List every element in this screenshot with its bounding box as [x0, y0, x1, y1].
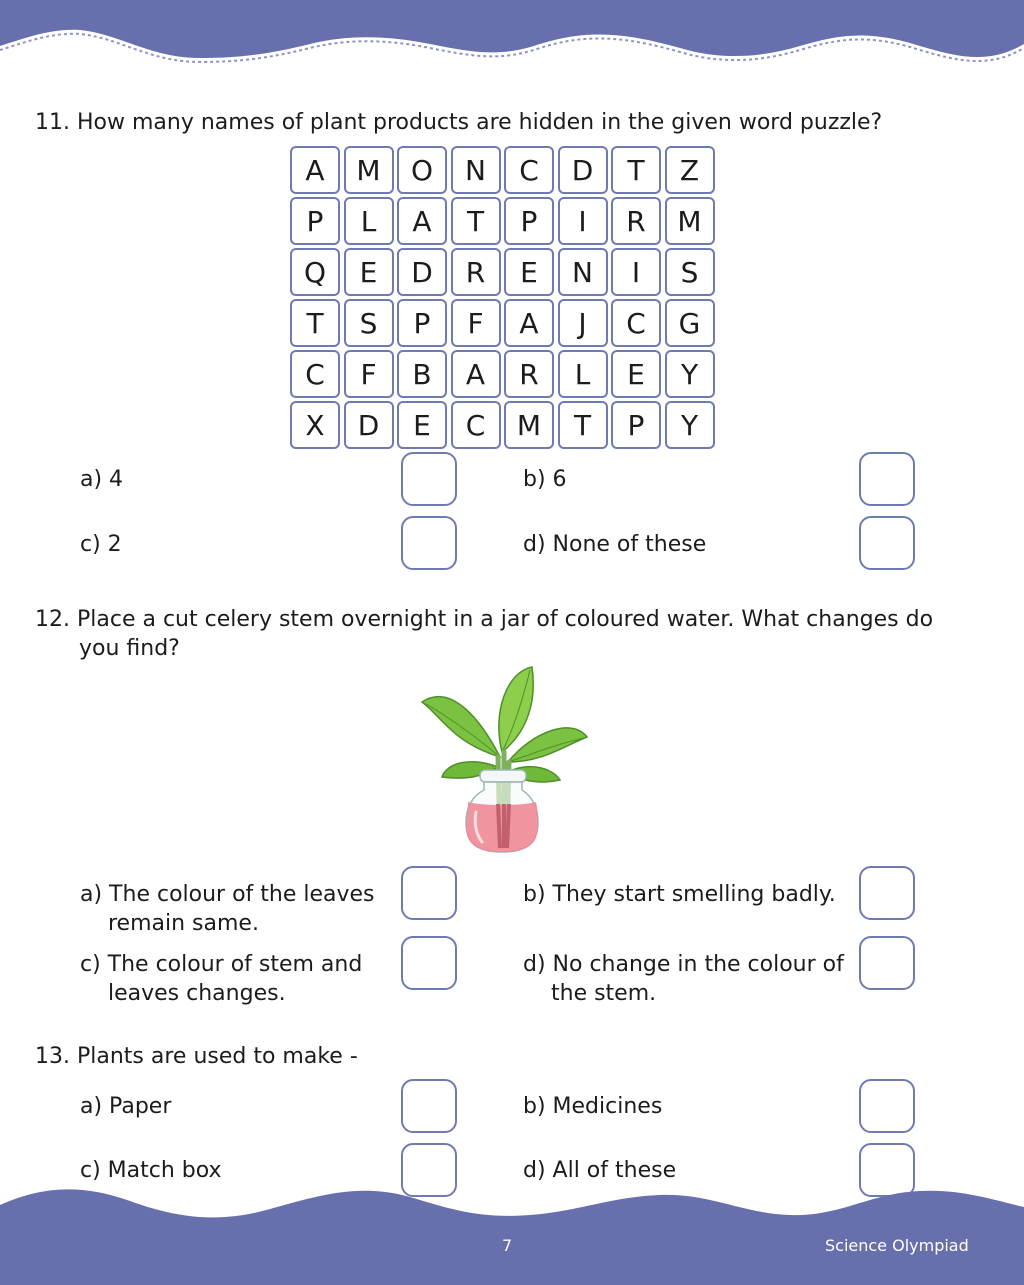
puzzle-cell: D [344, 401, 394, 449]
q11-answer-box-c[interactable] [401, 516, 457, 570]
option-text-continued: the stem. [551, 981, 657, 1006]
puzzle-cell: J [558, 299, 608, 347]
puzzle-cell: E [611, 350, 661, 398]
puzzle-cell: M [504, 401, 554, 449]
question-number: 11. [35, 110, 70, 135]
puzzle-cell: Y [665, 401, 715, 449]
word-puzzle-grid [290, 146, 715, 449]
puzzle-cell: P [611, 401, 661, 449]
option-text-continued: leaves changes. [108, 981, 286, 1006]
page-number: 7 [502, 1236, 513, 1255]
puzzle-cell: X [290, 401, 340, 449]
puzzle-cell: D [397, 248, 447, 296]
book-title: Science Olympiad [825, 1236, 969, 1255]
puzzle-cell: N [558, 248, 608, 296]
q12-option-c [80, 950, 362, 1008]
option-text: c) The colour of stem and [80, 952, 363, 977]
q13-option-b: b) Medicines [523, 1094, 663, 1119]
puzzle-cell: S [665, 248, 715, 296]
puzzle-cell: S [344, 299, 394, 347]
option-text-continued: remain same. [108, 911, 259, 936]
q11-answer-box-d[interactable] [859, 516, 915, 570]
q11-answer-box-a[interactable] [401, 452, 457, 506]
puzzle-cell: I [558, 197, 608, 245]
puzzle-cell: G [665, 299, 715, 347]
puzzle-cell: E [344, 248, 394, 296]
question-text: Place a cut celery stem overnight in a jar of coloured water. What changes do [77, 607, 934, 632]
puzzle-cell: A [451, 350, 501, 398]
puzzle-cell: R [451, 248, 501, 296]
option-text: a) The colour of the leaves [80, 882, 375, 907]
puzzle-cell: T [451, 197, 501, 245]
question-text-continued: you find? [79, 636, 180, 661]
puzzle-cell: A [290, 146, 340, 194]
puzzle-cell: M [344, 146, 394, 194]
q13-answer-box-b[interactable] [859, 1079, 915, 1133]
q13-option-a: a) Paper [80, 1094, 172, 1119]
puzzle-cell: T [290, 299, 340, 347]
puzzle-cell: A [504, 299, 554, 347]
puzzle-cell: I [611, 248, 661, 296]
puzzle-cell: F [344, 350, 394, 398]
puzzle-cell: Y [665, 350, 715, 398]
puzzle-cell: T [558, 401, 608, 449]
puzzle-cell: D [558, 146, 608, 194]
top-wave-banner [0, 0, 1024, 90]
q11-option-d: d) None of these [523, 532, 707, 557]
puzzle-cell: M [665, 197, 715, 245]
question-13 [35, 1042, 358, 1071]
puzzle-cell: Z [665, 146, 715, 194]
question-number: 12. [35, 607, 70, 632]
puzzle-cell: R [611, 197, 661, 245]
puzzle-cell: T [611, 146, 661, 194]
puzzle-cell: L [344, 197, 394, 245]
q12-option-a [80, 880, 375, 938]
puzzle-cell: P [290, 197, 340, 245]
question-text: Plants are used to make - [77, 1044, 358, 1069]
celery-jar-illustration [412, 662, 592, 862]
puzzle-cell: O [397, 146, 447, 194]
q12-answer-box-d[interactable] [859, 936, 915, 990]
puzzle-cell: P [504, 197, 554, 245]
puzzle-cell: E [504, 248, 554, 296]
puzzle-cell: F [451, 299, 501, 347]
q12-answer-box-a[interactable] [401, 866, 457, 920]
puzzle-cell: B [397, 350, 447, 398]
question-12 [35, 605, 933, 663]
bottom-wave-banner [0, 1175, 1024, 1285]
question-11 [35, 108, 882, 137]
puzzle-cell: Q [290, 248, 340, 296]
q11-option-b: b) 6 [523, 467, 567, 492]
q11-option-a: a) 4 [80, 467, 124, 492]
puzzle-cell: C [451, 401, 501, 449]
puzzle-cell: C [611, 299, 661, 347]
puzzle-cell: L [558, 350, 608, 398]
puzzle-cell: P [397, 299, 447, 347]
q11-answer-box-b[interactable] [859, 452, 915, 506]
q13-answer-box-a[interactable] [401, 1079, 457, 1133]
q12-option-d [523, 950, 844, 1008]
q13-option-c: c) Match box [80, 1158, 222, 1183]
question-text: How many names of plant products are hidden in the given word puzzle? [77, 110, 883, 135]
option-text: d) No change in the colour of [523, 952, 844, 977]
puzzle-cell: E [397, 401, 447, 449]
puzzle-cell: C [290, 350, 340, 398]
puzzle-cell: C [504, 146, 554, 194]
question-number: 13. [35, 1044, 70, 1069]
q11-option-c: c) 2 [80, 532, 122, 557]
q12-option-b: b) They start smelling badly. [523, 882, 836, 907]
q12-answer-box-b[interactable] [859, 866, 915, 920]
puzzle-cell: A [397, 197, 447, 245]
puzzle-cell: R [504, 350, 554, 398]
puzzle-cell: N [451, 146, 501, 194]
q12-answer-box-c[interactable] [401, 936, 457, 990]
q13-option-d: d) All of these [523, 1158, 677, 1183]
